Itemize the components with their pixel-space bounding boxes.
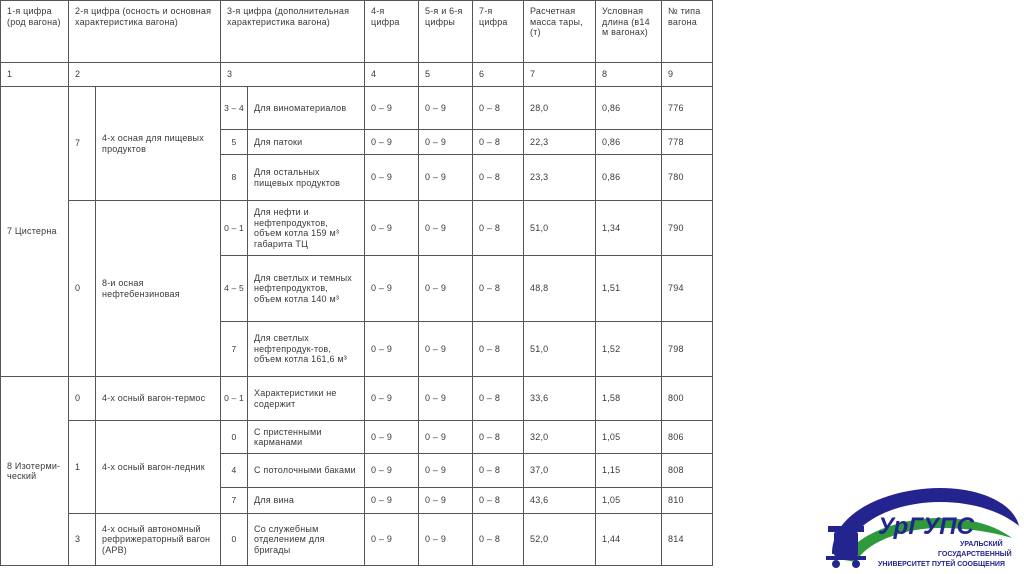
group-label-cistern: 7 Цистерна — [1, 87, 69, 377]
digit4-cell: 0 – 9 — [365, 421, 419, 454]
digit3-cell: 4 — [221, 454, 248, 488]
digit7-cell: 0 – 8 — [473, 421, 524, 454]
digit3-cell: 8 — [221, 155, 248, 201]
digit4-cell: 0 – 9 — [365, 454, 419, 488]
group-label-izoterm: 8 Изотерми-ческий — [1, 377, 69, 566]
table-row — [1, 421, 713, 454]
digit4-cell: 0 – 9 — [365, 130, 419, 155]
tare-mass-cell: 22,3 — [524, 130, 596, 155]
header-col1: 1-я цифра (род вагона) — [1, 1, 69, 63]
sub-code-arv: 3 — [69, 514, 96, 566]
digit3-cell: 5 — [221, 130, 248, 155]
digit56-cell: 0 – 9 — [419, 256, 473, 322]
length-cell: 0,86 — [596, 155, 662, 201]
type-number-cell: 814 — [662, 514, 713, 566]
digit7-cell: 0 – 8 — [473, 488, 524, 514]
digit3-cell: 3 – 4 — [221, 87, 248, 130]
table-row — [1, 87, 713, 130]
sub-code-food: 7 — [69, 87, 96, 201]
digit4-cell: 0 – 9 — [365, 377, 419, 421]
tare-mass-cell: 48,8 — [524, 256, 596, 322]
table-row — [1, 514, 713, 566]
length-cell: 1,05 — [596, 488, 662, 514]
column-number: 2 — [69, 63, 221, 87]
description-cell: Для остальных пищевых продуктов — [248, 155, 365, 201]
length-cell: 1,52 — [596, 322, 662, 377]
digit56-cell: 0 – 9 — [419, 201, 473, 256]
length-cell: 1,44 — [596, 514, 662, 566]
digit3-cell: 7 — [221, 322, 248, 377]
length-cell: 1,34 — [596, 201, 662, 256]
sub-code-termos: 0 — [69, 377, 96, 421]
type-number-cell: 794 — [662, 256, 713, 322]
header-col7: Расчетная масса тары, (т) — [524, 1, 596, 63]
sub-label-food: 4-х осная для пищевых продуктов — [96, 87, 221, 201]
table-row — [1, 377, 713, 421]
header-col4: 4-я цифра — [365, 1, 419, 63]
type-number-cell: 790 — [662, 201, 713, 256]
digit7-cell: 0 – 8 — [473, 155, 524, 201]
logo-line2: ГОСУДАРСТВЕННЫЙ — [938, 551, 1012, 558]
description-cell: С пристенными карманами — [248, 421, 365, 454]
type-number-cell: 780 — [662, 155, 713, 201]
column-number: 9 — [662, 63, 713, 87]
digit3-cell: 0 – 1 — [221, 201, 248, 256]
digit7-cell: 0 – 8 — [473, 130, 524, 155]
digit3-cell: 0 — [221, 421, 248, 454]
column-number: 8 — [596, 63, 662, 87]
description-cell: Для светлых нефтепродук-тов, объем котла 161,6 м³ — [248, 322, 365, 377]
type-number-cell: 776 — [662, 87, 713, 130]
description-cell: Для светлых и темных нефтепродуктов, объем котла 140 м³ — [248, 256, 365, 322]
digit56-cell: 0 – 9 — [419, 155, 473, 201]
digit7-cell: 0 – 8 — [473, 256, 524, 322]
description-cell: Для патоки — [248, 130, 365, 155]
sub-label-arv: 4-х осный автономный рефрижераторный вагон (АРВ) — [96, 514, 221, 566]
description-cell: Для виноматериалов — [248, 87, 365, 130]
digit3-cell: 7 — [221, 488, 248, 514]
sub-code-oil: 0 — [69, 201, 96, 377]
column-number: 1 — [1, 63, 69, 87]
type-number-cell: 800 — [662, 377, 713, 421]
column-number-row — [1, 63, 713, 87]
digit56-cell: 0 – 9 — [419, 421, 473, 454]
column-number: 4 — [365, 63, 419, 87]
urgups-logo — [822, 482, 1022, 572]
length-cell: 1,51 — [596, 256, 662, 322]
digit4-cell: 0 – 9 — [365, 201, 419, 256]
tare-mass-cell: 51,0 — [524, 201, 596, 256]
type-number-cell: 778 — [662, 130, 713, 155]
tare-mass-cell: 33,6 — [524, 377, 596, 421]
digit7-cell: 0 – 8 — [473, 87, 524, 130]
digit4-cell: 0 – 9 — [365, 155, 419, 201]
digit3-cell: 0 – 1 — [221, 377, 248, 421]
digit7-cell: 0 – 8 — [473, 201, 524, 256]
tare-mass-cell: 51,0 — [524, 322, 596, 377]
digit7-cell: 0 – 8 — [473, 514, 524, 566]
length-cell: 0,86 — [596, 130, 662, 155]
description-cell: Для вина — [248, 488, 365, 514]
logo-name: УрГУПС — [878, 513, 974, 540]
header-row — [1, 1, 713, 63]
digit7-cell: 0 – 8 — [473, 377, 524, 421]
column-number: 7 — [524, 63, 596, 87]
header-col3: 3-я цифра (дополнительная характеристика вагона) — [221, 1, 365, 63]
digit56-cell: 0 – 9 — [419, 514, 473, 566]
digit56-cell: 0 – 9 — [419, 488, 473, 514]
digit56-cell: 0 – 9 — [419, 87, 473, 130]
tare-mass-cell: 32,0 — [524, 421, 596, 454]
digit56-cell: 0 – 9 — [419, 377, 473, 421]
type-number-cell: 808 — [662, 454, 713, 488]
sub-code-lednik: 1 — [69, 421, 96, 514]
tare-mass-cell: 43,6 — [524, 488, 596, 514]
column-number: 5 — [419, 63, 473, 87]
tare-mass-cell: 52,0 — [524, 514, 596, 566]
type-number-cell: 806 — [662, 421, 713, 454]
digit56-cell: 0 – 9 — [419, 322, 473, 377]
type-number-cell: 798 — [662, 322, 713, 377]
length-cell: 1,58 — [596, 377, 662, 421]
description-cell: Со служебным отделением для бригады — [248, 514, 365, 566]
digit56-cell: 0 – 9 — [419, 454, 473, 488]
logo-line3: УНИВЕРСИТЕТ ПУТЕЙ СООБЩЕНИЯ — [878, 561, 1005, 568]
description-cell: Для нефти и нефтепродуктов, объем котла 159 м³ габарита ТЦ — [248, 201, 365, 256]
sub-label-oil: 8-и осная нефтебензиновая — [96, 201, 221, 377]
header-col9: № типа вагона — [662, 1, 713, 63]
digit4-cell: 0 – 9 — [365, 322, 419, 377]
header-col5: 5-я и 6-я цифры — [419, 1, 473, 63]
sub-label-termos: 4-х осный вагон-термос — [96, 377, 221, 421]
digit4-cell: 0 – 9 — [365, 488, 419, 514]
logo-line1: УРАЛЬСКИЙ — [960, 541, 1003, 548]
length-cell: 1,05 — [596, 421, 662, 454]
digit4-cell: 0 – 9 — [365, 87, 419, 130]
tare-mass-cell: 28,0 — [524, 87, 596, 130]
column-number: 6 — [473, 63, 524, 87]
tare-mass-cell: 37,0 — [524, 454, 596, 488]
table-row — [1, 201, 713, 256]
digit7-cell: 0 – 8 — [473, 322, 524, 377]
digit7-cell: 0 – 8 — [473, 454, 524, 488]
length-cell: 1,15 — [596, 454, 662, 488]
type-number-cell: 810 — [662, 488, 713, 514]
digit4-cell: 0 – 9 — [365, 256, 419, 322]
digit56-cell: 0 – 9 — [419, 130, 473, 155]
column-number: 3 — [221, 63, 365, 87]
description-cell: С потолочными баками — [248, 454, 365, 488]
header-col8: Условная длина (в14 м вагонах) — [596, 1, 662, 63]
sub-label-lednik: 4-х осный вагон-ледник — [96, 421, 221, 514]
digit3-cell: 4 – 5 — [221, 256, 248, 322]
header-col2: 2-я цифра (осность и основная характеристика вагона) — [69, 1, 221, 63]
description-cell: Характеристики не содержит — [248, 377, 365, 421]
length-cell: 0,86 — [596, 87, 662, 130]
header-col6: 7-я цифра — [473, 1, 524, 63]
tare-mass-cell: 23,3 — [524, 155, 596, 201]
digit4-cell: 0 – 9 — [365, 514, 419, 566]
digit3-cell: 0 — [221, 514, 248, 566]
